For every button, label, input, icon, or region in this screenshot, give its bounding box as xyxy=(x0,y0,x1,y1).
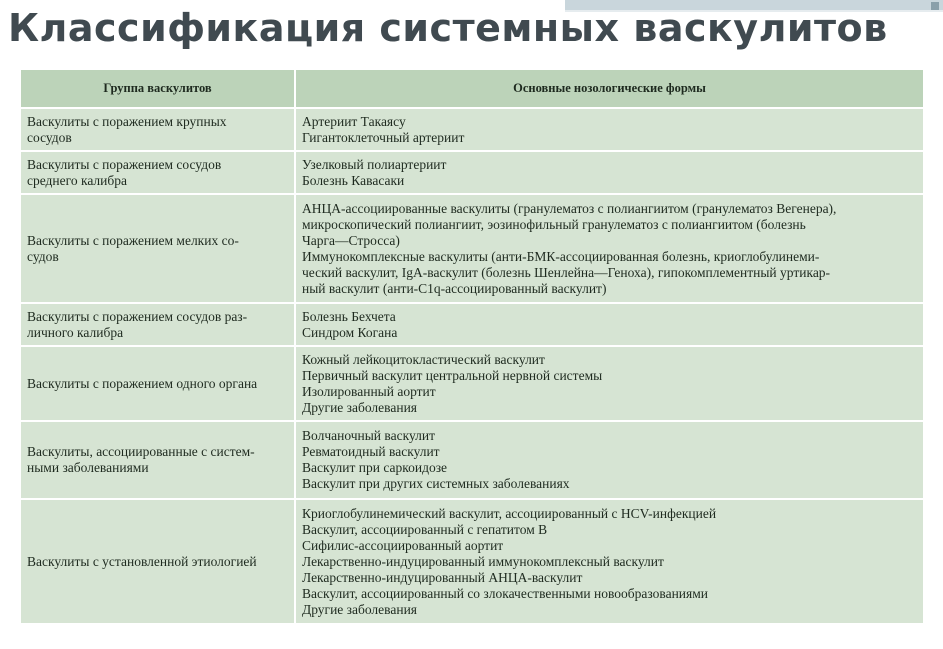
forms-cell xyxy=(295,151,924,194)
group-cell xyxy=(20,108,295,151)
forms-cell xyxy=(295,108,924,151)
form-line: Сифилис-ассоциированный аортит xyxy=(302,537,504,553)
table-row xyxy=(20,421,924,499)
group-line: Васкулиты с поражением сосудов xyxy=(27,156,222,172)
form-line: Волчаночный васкулит xyxy=(302,428,435,443)
header-forms: Основные нозологические формы xyxy=(295,69,924,108)
group-cell xyxy=(20,151,295,194)
form-line: Лекарственно-индуцированный иммунокомплексный васкулит xyxy=(302,553,664,569)
group-line: среднего калибра xyxy=(27,172,128,188)
page-title: Классификация системных васкулитов xyxy=(8,6,888,50)
group-line: Васкулиты с поражением крупных xyxy=(27,113,227,129)
form-line: АНЦА-ассоциированные васкулиты (гранулематоз с полиангиитом (гранулематоз Вегенера), xyxy=(302,200,837,216)
table-row xyxy=(20,303,924,346)
header-group: Группа васкулитов xyxy=(20,69,295,108)
group-cell xyxy=(20,499,295,624)
group-line: личного калибра xyxy=(27,324,124,340)
form-line: Артериит Такаясу xyxy=(302,113,406,129)
forms-cell xyxy=(295,346,924,421)
table-header-row xyxy=(20,69,924,108)
form-line: Другие заболевания xyxy=(302,601,418,617)
table-row xyxy=(20,499,924,624)
forms-cell xyxy=(295,194,924,303)
form-line: Другие заболевания xyxy=(302,399,418,415)
group-line: Васкулиты, ассоциированные с систем- xyxy=(27,444,255,459)
form-line: Первичный васкулит центральной нервной системы xyxy=(302,367,603,383)
forms-cell xyxy=(295,303,924,346)
group-line: Васкулиты с установленной этиологией xyxy=(27,553,257,569)
form-line: Гигантоклеточный артериит xyxy=(302,129,465,145)
form-line: ный васкулит (анти-C1q-ассоциированный васкулит) xyxy=(302,280,607,296)
group-cell xyxy=(20,421,295,499)
form-line: Изолированный аортит xyxy=(302,383,436,399)
form-line: Узелковый полиартериит xyxy=(302,156,447,172)
form-line: Болезнь Кавасаки xyxy=(302,172,405,188)
group-line: Васкулиты с поражением сосудов раз- xyxy=(27,308,248,324)
vasculitis-classification-table xyxy=(19,68,925,625)
form-line: Васкулит, ассоциированный со злокачественными новообразованиями xyxy=(302,585,709,601)
table-row xyxy=(20,151,924,194)
table-row xyxy=(20,194,924,303)
form-line: Васкулит при саркоидозе xyxy=(302,460,448,475)
forms-cell xyxy=(295,499,924,624)
form-line: Синдром Когана xyxy=(302,324,398,340)
table-row xyxy=(20,346,924,421)
group-line: ными заболеваниями xyxy=(27,460,149,475)
group-line: судов xyxy=(27,248,59,264)
form-line: Васкулит при других системных заболеваниях xyxy=(302,476,570,491)
forms-cell xyxy=(295,421,924,499)
form-line: Ревматоидный васкулит xyxy=(302,444,440,459)
table-row xyxy=(20,108,924,151)
group-cell xyxy=(20,346,295,421)
form-line: ческий васкулит, IgA-васкулит (болезнь Шенлейна—Геноха), гипокомплементный уртикар- xyxy=(302,264,831,280)
form-line: Кожный лейкоцитокластический васкулит xyxy=(302,351,545,367)
form-line: Иммунокомплексные васкулиты (анти-БМК-ассоциированная болезнь, криоглобулинеми- xyxy=(302,248,820,264)
group-line: Васкулиты с поражением мелких со- xyxy=(27,232,239,248)
group-cell xyxy=(20,194,295,303)
group-line: сосудов xyxy=(27,129,72,145)
form-line: Лекарственно-индуцированный АНЦА-васкулит xyxy=(302,569,583,585)
group-line: Васкулиты с поражением одного органа xyxy=(27,375,258,391)
group-cell xyxy=(20,303,295,346)
form-line: микроскопический полиангиит, эозинофильный гранулематоз с полиангиитом (болезнь xyxy=(302,216,806,232)
form-line: Чарга—Стросса) xyxy=(302,232,400,248)
form-line: Болезнь Бехчета xyxy=(302,308,396,324)
form-line: Васкулит, ассоциированный с гепатитом В xyxy=(302,521,548,537)
form-line: Криоглобулинемический васкулит, ассоциированный с HCV-инфекцией xyxy=(302,505,717,521)
corner-mark xyxy=(931,2,939,10)
